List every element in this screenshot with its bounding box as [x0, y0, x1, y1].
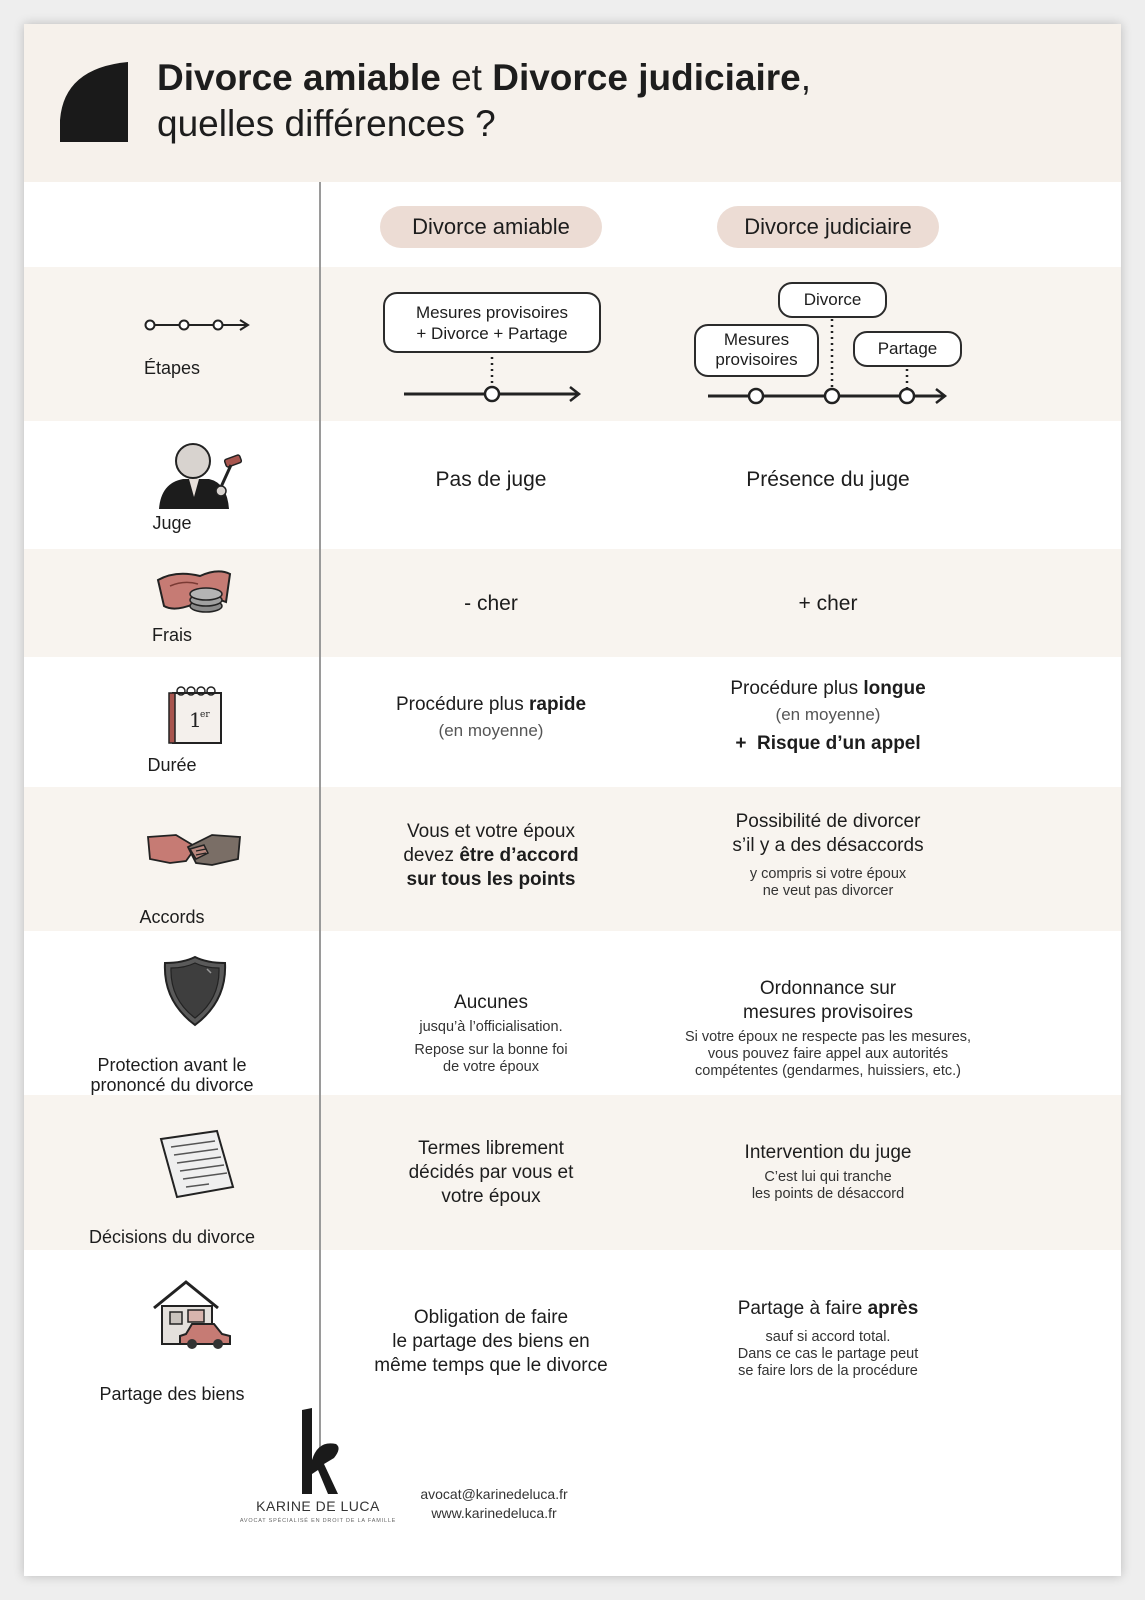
brand-tagline: AVOCAT SPÉCIALISÉ EN DROIT DE LA FAMILLE [239, 1518, 397, 1524]
cell-judiciaire: Intervention du juge C’est lui qui tranche les points de désaccord [744, 1142, 912, 1202]
cell-judiciaire: Présence du juge [746, 468, 910, 491]
row-juge [24, 421, 1121, 549]
timeline-judiciaire [708, 317, 950, 407]
timeline-amiable [402, 353, 584, 405]
cell-judiciaire: Partage à faire après sauf si accord total. Dans ce cas le partage peut se faire lors de la procédure [737, 1298, 919, 1379]
row-partage [24, 1250, 1121, 1450]
row-label: Durée [147, 755, 197, 775]
column-header-judiciaire: Divorce judiciaire [717, 206, 939, 248]
cell-judiciaire: Ordonnance sur mesures provisoires Si votre époux ne respecte pas les mesures, vous pouvez faire appel aux autorités compétentes (gendarmes, huissiers, etc.) [684, 978, 972, 1079]
cell-amiable: Termes librement décidés par vous et votre époux [408, 1138, 574, 1207]
handshake-icon [146, 829, 242, 873]
row-accords [24, 787, 1121, 931]
document-icon [157, 1129, 237, 1199]
column-header-amiable: Divorce amiable [380, 206, 602, 248]
cell-amiable: Aucunes jusqu’à l’officialisation. Repose sur la bonne foi de votre époux [414, 992, 568, 1075]
contact-email[interactable]: avocat@karinedeluca.fr [420, 1486, 568, 1502]
infographic-sheet [24, 24, 1121, 1576]
karine-de-luca-logo-icon [298, 1408, 342, 1496]
cell-amiable: Procédure plus rapide (en moyenne) [395, 694, 587, 740]
timeline-box-divorce: Divorce [778, 282, 887, 318]
row-protection [24, 931, 1121, 1095]
judge-gavel-icon [157, 439, 247, 511]
cell-judiciaire: Procédure plus longue (en moyenne) + Risque d’un appel [730, 678, 926, 754]
timeline-box-partage: Partage [853, 331, 962, 367]
row-label: Décisions du divorce [88, 1227, 256, 1247]
shield-icon [161, 955, 229, 1027]
calendar-icon [167, 685, 227, 745]
timeline-box-all-steps: Mesures provisoires + Divorce + Partage [383, 292, 601, 353]
row-label: Protection avant le prononcé du divorce [90, 1055, 254, 1095]
house-car-icon [152, 1278, 234, 1350]
cell-amiable: Vous et votre époux devez être d’accord sur tous les points [403, 821, 579, 890]
cell-amiable: Obligation de faire le partage des biens en même temps que le divorce [374, 1307, 608, 1376]
column-divider [319, 182, 321, 1450]
cell-amiable: - cher [464, 592, 518, 615]
row-label: Juge [152, 513, 192, 533]
page-title: Divorce amiable et Divorce judiciaire, [157, 57, 811, 98]
steps-arrow-icon [142, 317, 254, 333]
svg-text:er: er [200, 710, 210, 720]
row-label: Accords [139, 907, 205, 927]
contact-website[interactable]: www.karinedeluca.fr [431, 1505, 557, 1521]
brand-name: KARINE DE LUCA [256, 1498, 380, 1514]
row-duree [24, 657, 1121, 787]
row-label: Partage des biens [99, 1384, 245, 1404]
cell-judiciaire: + cher [798, 592, 858, 615]
row-decisions [24, 1095, 1121, 1250]
row-frais [24, 549, 1121, 657]
page-subtitle: quelles différences ? [157, 103, 496, 144]
row-label: Étapes [143, 358, 201, 378]
money-icon [154, 566, 234, 618]
svg-text:1: 1 [189, 708, 202, 732]
quarter-circle-logo-icon [58, 60, 130, 142]
row-etapes [24, 267, 1121, 421]
cell-amiable: Pas de juge [435, 468, 547, 491]
row-label: Frais [152, 625, 192, 645]
timeline-box-mesures: Mesures provisoires [694, 324, 819, 377]
header [24, 24, 1121, 182]
cell-judiciaire: Possibilité de divorcer s’il y a des désaccords y compris si votre époux ne veut pas divorcer [732, 811, 924, 899]
